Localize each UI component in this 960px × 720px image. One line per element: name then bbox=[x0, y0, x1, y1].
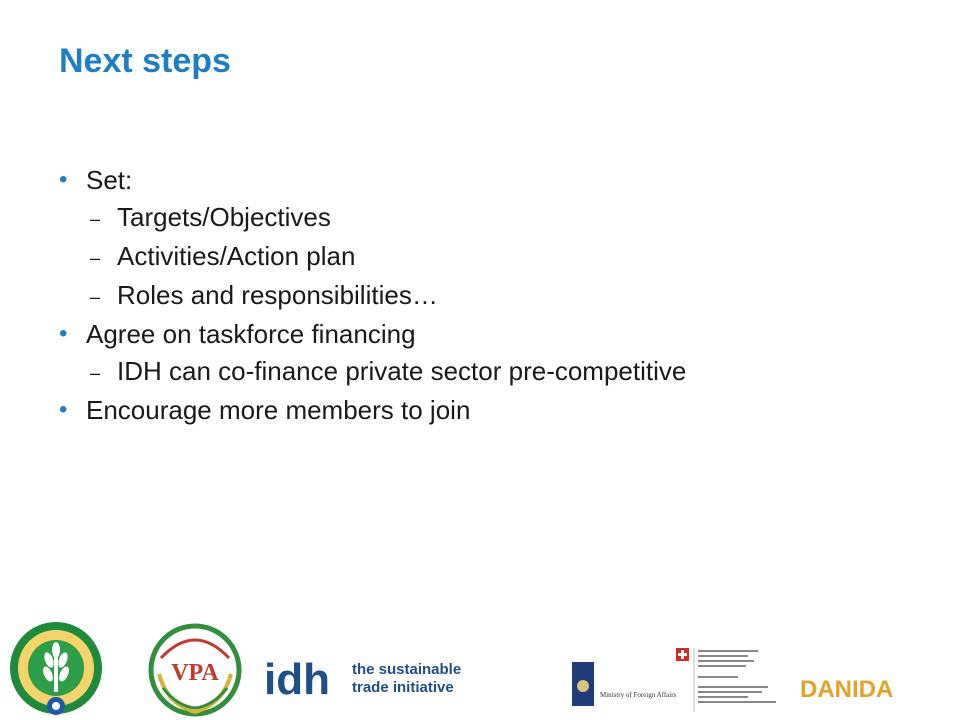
bullet-icon: • bbox=[59, 396, 68, 423]
dash-icon: – bbox=[90, 209, 101, 229]
sub-bullet-item bbox=[59, 353, 919, 392]
sub-bullet-text: IDH can co-finance private sector pre-competitive bbox=[117, 356, 687, 386]
bullet-text: Encourage more members to join bbox=[86, 395, 471, 425]
idh-tagline-1: the sustainable bbox=[352, 661, 462, 678]
bullet-item bbox=[59, 392, 919, 429]
slide-title: Next steps bbox=[59, 42, 231, 80]
netherlands-ministry-logo bbox=[572, 662, 682, 706]
idh-mark: idh bbox=[264, 655, 330, 702]
dash-icon: – bbox=[90, 248, 101, 268]
ministry-agriculture-logo bbox=[6, 616, 106, 720]
sub-bullet-item bbox=[59, 238, 919, 277]
sub-bullet-text: Activities/Action plan bbox=[117, 241, 356, 271]
sub-bullet-text: Roles and responsibilities… bbox=[117, 280, 438, 310]
dash-icon: – bbox=[90, 363, 101, 383]
vpa-logo bbox=[147, 618, 243, 718]
idh-tagline-2: trade initiative bbox=[352, 679, 454, 696]
bullet-text: Agree on taskforce financing bbox=[86, 319, 416, 349]
partner-logos bbox=[0, 610, 960, 720]
bullet-item bbox=[59, 162, 919, 199]
danida-text: DANIDA bbox=[800, 676, 894, 702]
bullet-item bbox=[59, 316, 919, 353]
sub-bullet-text: Targets/Objectives bbox=[117, 202, 331, 232]
bullet-icon: • bbox=[59, 320, 68, 347]
bullet-text: Set: bbox=[86, 165, 133, 195]
dash-icon: – bbox=[90, 287, 101, 307]
ministry-text: Ministry of Foreign Affairs bbox=[600, 691, 677, 699]
sub-bullet-item bbox=[59, 199, 919, 238]
swiss-confederation-logo bbox=[676, 648, 786, 712]
bullet-icon: • bbox=[59, 166, 68, 193]
idh-logo bbox=[264, 654, 464, 702]
sub-bullet-item bbox=[59, 277, 919, 316]
danida-logo bbox=[800, 674, 910, 702]
vpa-text: VPA bbox=[171, 660, 219, 686]
bullet-list bbox=[59, 162, 919, 429]
